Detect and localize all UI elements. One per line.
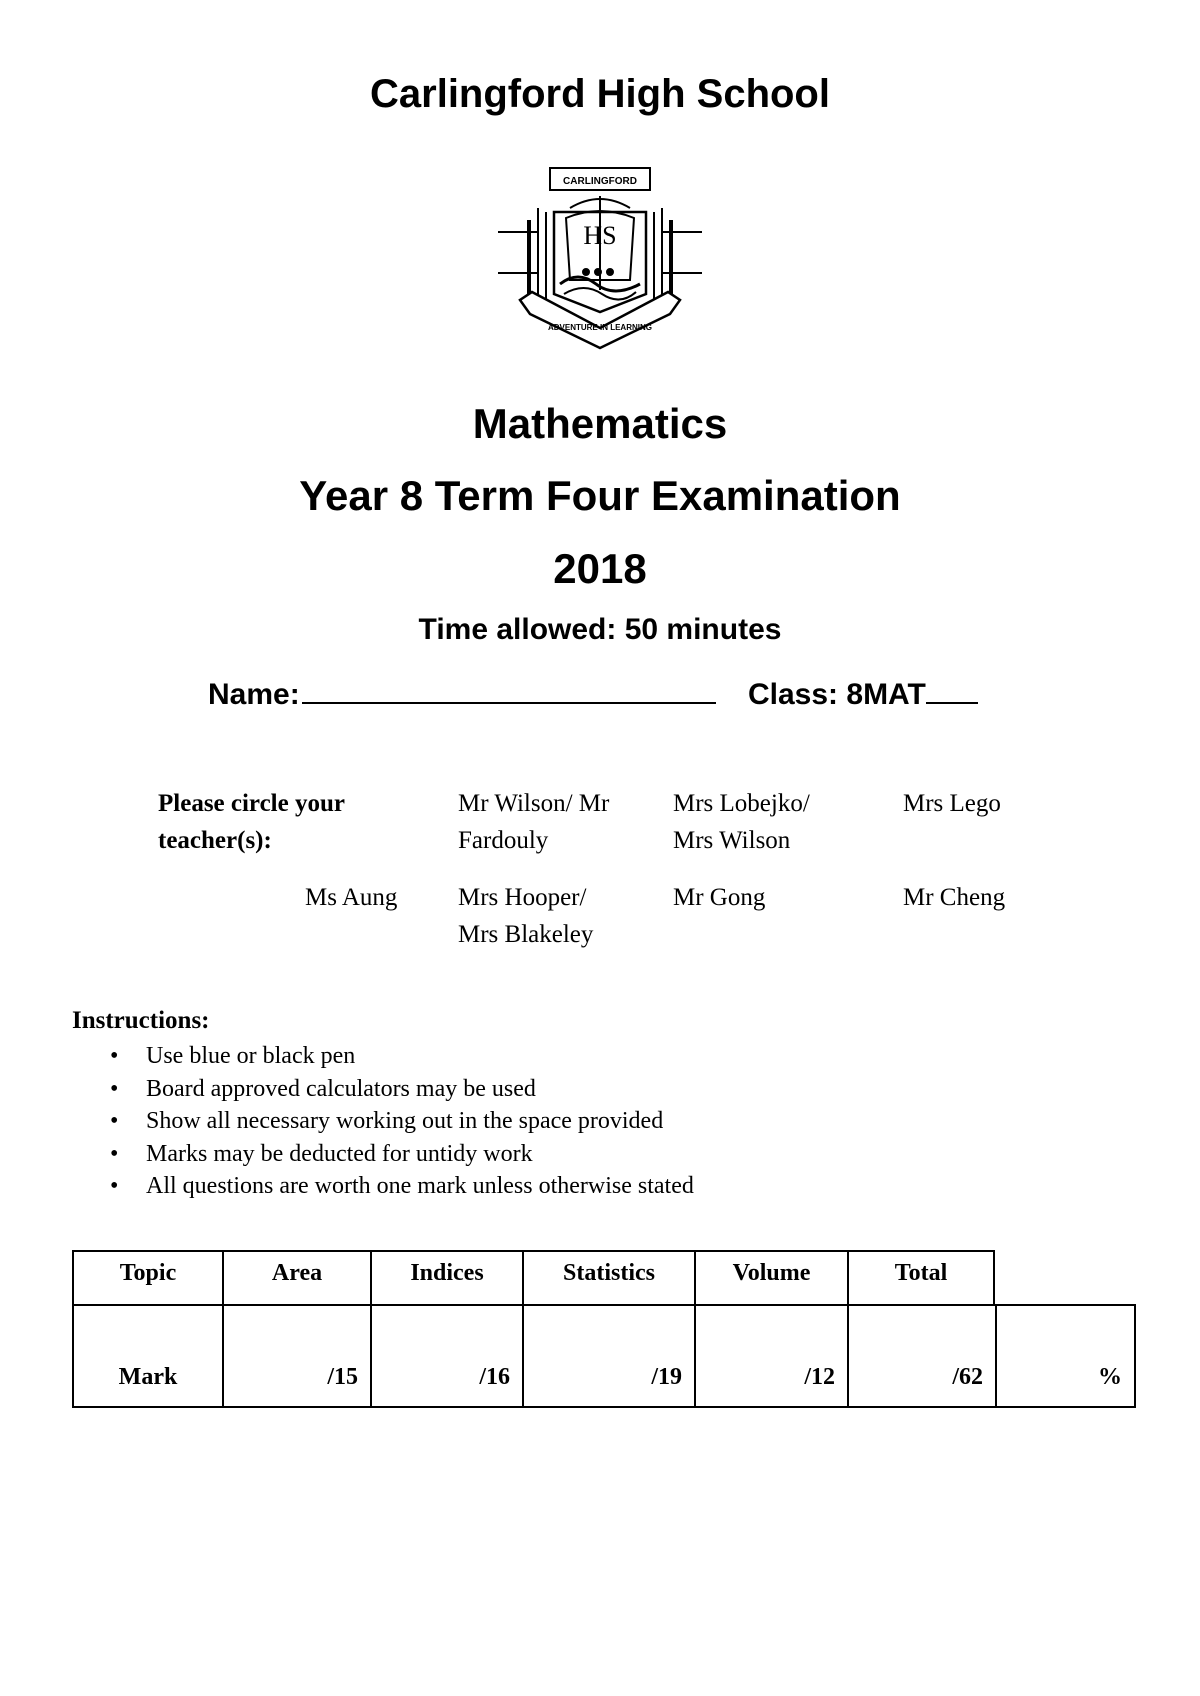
table-header-area: Area (222, 1250, 370, 1304)
name-label: Name: (208, 678, 300, 711)
class-input-line[interactable] (926, 670, 978, 704)
instruction-item: • Show all necessary working out in the space provided (72, 1105, 694, 1138)
exam-year: 2018 (553, 545, 647, 592)
mark-total: /62 (847, 1304, 995, 1408)
mark-percent: % (995, 1304, 1136, 1408)
teacher-option[interactable]: Ms Aung (305, 884, 398, 911)
mark-statistics: /19 (522, 1304, 694, 1408)
instruction-item: • Use blue or black pen (72, 1040, 694, 1073)
svg-text:CARLINGFORD: CARLINGFORD (563, 176, 637, 187)
exam-subject: Mathematics (472, 400, 728, 447)
mark-area: /15 (222, 1304, 370, 1408)
table-header-topic: Topic (72, 1250, 222, 1304)
mark-indices: /16 (370, 1304, 522, 1408)
table-header-statistics: Statistics (522, 1250, 694, 1304)
teacher-option[interactable]: Mr Wilson/ Mr Fardouly (458, 790, 610, 854)
instruction-list (72, 1040, 694, 1203)
school-title: Carlingford High School (370, 72, 830, 116)
instructions-heading: Instructions: (72, 1007, 210, 1034)
class-field-row (748, 670, 978, 712)
table-header-volume: Volume (694, 1250, 847, 1304)
table-row-label: Mark (72, 1304, 222, 1408)
school-crest-icon (490, 160, 710, 370)
class-label: Class: 8MAT (748, 678, 926, 711)
instruction-item: • Board approved calculators may be used (72, 1073, 694, 1106)
table-header-total: Total (847, 1250, 995, 1304)
teacher-option[interactable]: Mr Gong (673, 884, 766, 911)
table-header-indices: Indices (370, 1250, 522, 1304)
teacher-prompt: Please circle your teacher(s): (158, 790, 345, 854)
exam-title: Year 8 Term Four Examination (299, 472, 901, 519)
instruction-item: • All questions are worth one mark unless otherwise stated (72, 1170, 694, 1203)
teacher-option[interactable]: Mrs Lobejko/ Mrs Wilson (673, 790, 810, 854)
teacher-option[interactable]: Mrs Hooper/ Mrs Blakeley (458, 884, 594, 948)
instruction-item: • Marks may be deducted for untidy work (72, 1138, 694, 1171)
marks-table (72, 1250, 1136, 1410)
name-input-line[interactable] (302, 670, 716, 704)
teacher-option[interactable]: Mrs Lego (903, 790, 1001, 817)
teacher-option[interactable]: Mr Cheng (903, 884, 1006, 911)
name-field-row (208, 670, 716, 712)
mark-volume: /12 (694, 1304, 847, 1408)
svg-text:HS: HS (583, 221, 617, 250)
svg-text:ADVENTURE IN LEARNING: ADVENTURE IN LEARNING (547, 323, 653, 332)
time-allowed: Time allowed: 50 minutes (418, 613, 782, 646)
